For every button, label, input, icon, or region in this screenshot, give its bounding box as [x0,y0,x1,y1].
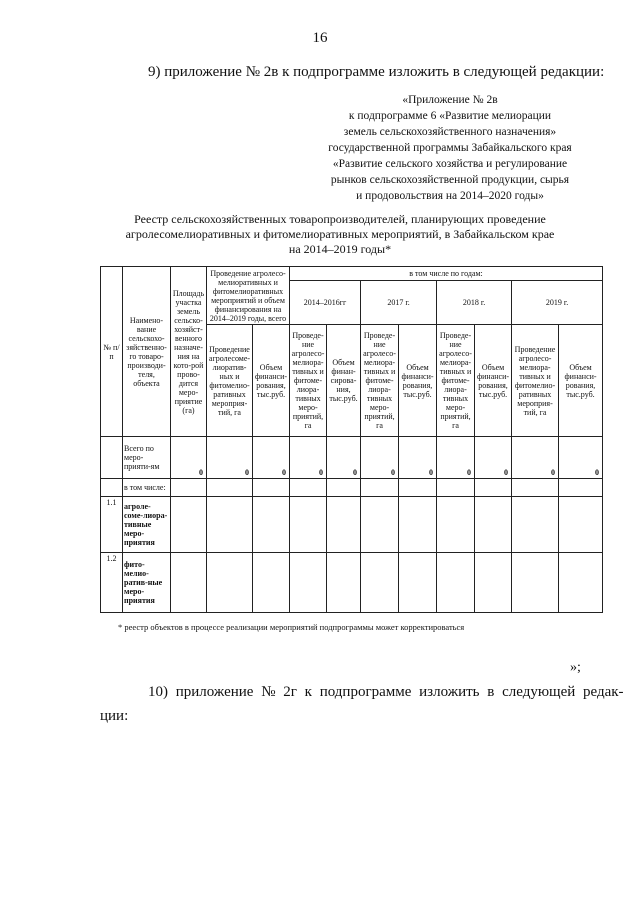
total-value: 0 [361,437,399,479]
header-year-2017: 2017 г. [361,281,437,325]
register-table [100,266,603,613]
row-including-label: в том числе: [123,479,171,497]
header-area: Площадь участка земель сельско-хозяйст-венного назначе-ния на кото-рой прово-дится меро-приятие (га) [171,267,207,437]
header-year-2019: 2019 г. [512,281,603,325]
total-value: 0 [327,437,361,479]
total-value: 0 [559,437,603,479]
table-row [101,479,603,497]
total-value: 0 [171,437,207,479]
title-line: Реестр сельскохозяйственных товаропроизводителей, планирующих проведение [134,212,546,226]
header-total-group: Проведение агролесо-мелиоративных и фитомелиоративных мероприятий и объем финансирования на 2014–2019 годы, всего [207,267,290,325]
title-line: на 2014–2019 годы* [288,242,392,256]
attachment-line: «Развитие сельского хозяйства и регулирование [332,158,568,170]
total-value: 0 [475,437,512,479]
header-name: Наимено-вание сельскохо-зяйственно-го товаро-производи-теля, объекта [123,267,171,437]
table-row [101,497,603,553]
header-years-group: в том числе по годам: [290,267,603,281]
total-value: 0 [512,437,559,479]
closing-mark: »; [570,660,581,675]
total-value: 0 [399,437,437,479]
register-title [60,212,620,257]
table-row [101,437,603,479]
header-num: № п/п [101,267,123,437]
title-line: агролесомелиоративных и фитомелиоративных мероприятий, в Забайкальском крае [125,227,555,241]
footnote: * реестр объектов в процессе реализации мероприятий подпрограммы может корректироваться [118,622,465,632]
header-year-2014-2016: 2014–2016гг [290,281,361,325]
header-2019-measures: Проведение агролесо-мелиора-тивных и фитомелио-ративных мероприя-тий, га [512,325,559,437]
row-agroforest-label: агроле-соме-лиора-тивные меро-приятия [123,497,171,553]
attachment-line: «Приложение № 2в [402,94,498,106]
header-2017-financing: Объем финанси-рования, тыс.руб. [399,325,437,437]
header-2014-financing: Объем финан-сирова-ния, тыс.руб. [327,325,361,437]
table-row [101,553,603,613]
paragraph-10: 10) приложение № 2г к подпрограмме изложить в следующей редак- [148,684,624,700]
total-value: 0 [207,437,253,479]
header-year-2018: 2018 г. [437,281,512,325]
row-number: 1.2 [101,553,123,613]
total-value: 0 [290,437,327,479]
header-total-financing: Объем финанси-рования, тыс.руб. [253,325,290,437]
page-number: 16 [312,30,328,46]
attachment-line: к подпрограмме 6 «Развитие мелиорации [348,110,552,122]
paragraph-9: 9) приложение № 2в к подпрограмме изложить в следующей редакции: [148,64,605,80]
attachment-line: рынков сельскохозяйственной продукции, сырья [330,174,570,186]
attachment-heading [300,92,600,204]
attachment-line: государственной программы Забайкальского края [328,142,572,154]
header-2018-measures: Проведе-ние агролесо-мелиора-тивных и фитоме-лиора-тивных меро-приятий, га [437,325,475,437]
header-2017-measures: Проведе-ние агролесо-мелиора-тивных и фитоме-лиора-тивных меро-приятий, га [361,325,399,437]
header-2018-financing: Объем финанси-рования, тыс.руб. [475,325,512,437]
row-phyto-label: фито-мелио-ратив-ные меро-приятия [123,553,171,613]
total-value: 0 [437,437,475,479]
row-number: 1.1 [101,497,123,553]
header-2019-financing: Объем финанси-рования, тыс.руб. [559,325,603,437]
attachment-line: земель сельскохозяйственного назначения» [343,126,557,138]
attachment-line: и продовольствия на 2014–2020 годы» [356,190,544,202]
header-total-measures: Проведение агролесоме-лиоратив-ных и фитомелио-ративных мероприя-тий, га [207,325,253,437]
total-value: 0 [253,437,290,479]
row-total-label: Всего по меро-прияти-ям [123,437,171,479]
header-2014-measures: Проведе-ние агролесо-мелиора-тивных и фитоме-лиора-тивных меро-приятий, га [290,325,327,437]
paragraph-10-continuation: ции: [100,708,129,724]
